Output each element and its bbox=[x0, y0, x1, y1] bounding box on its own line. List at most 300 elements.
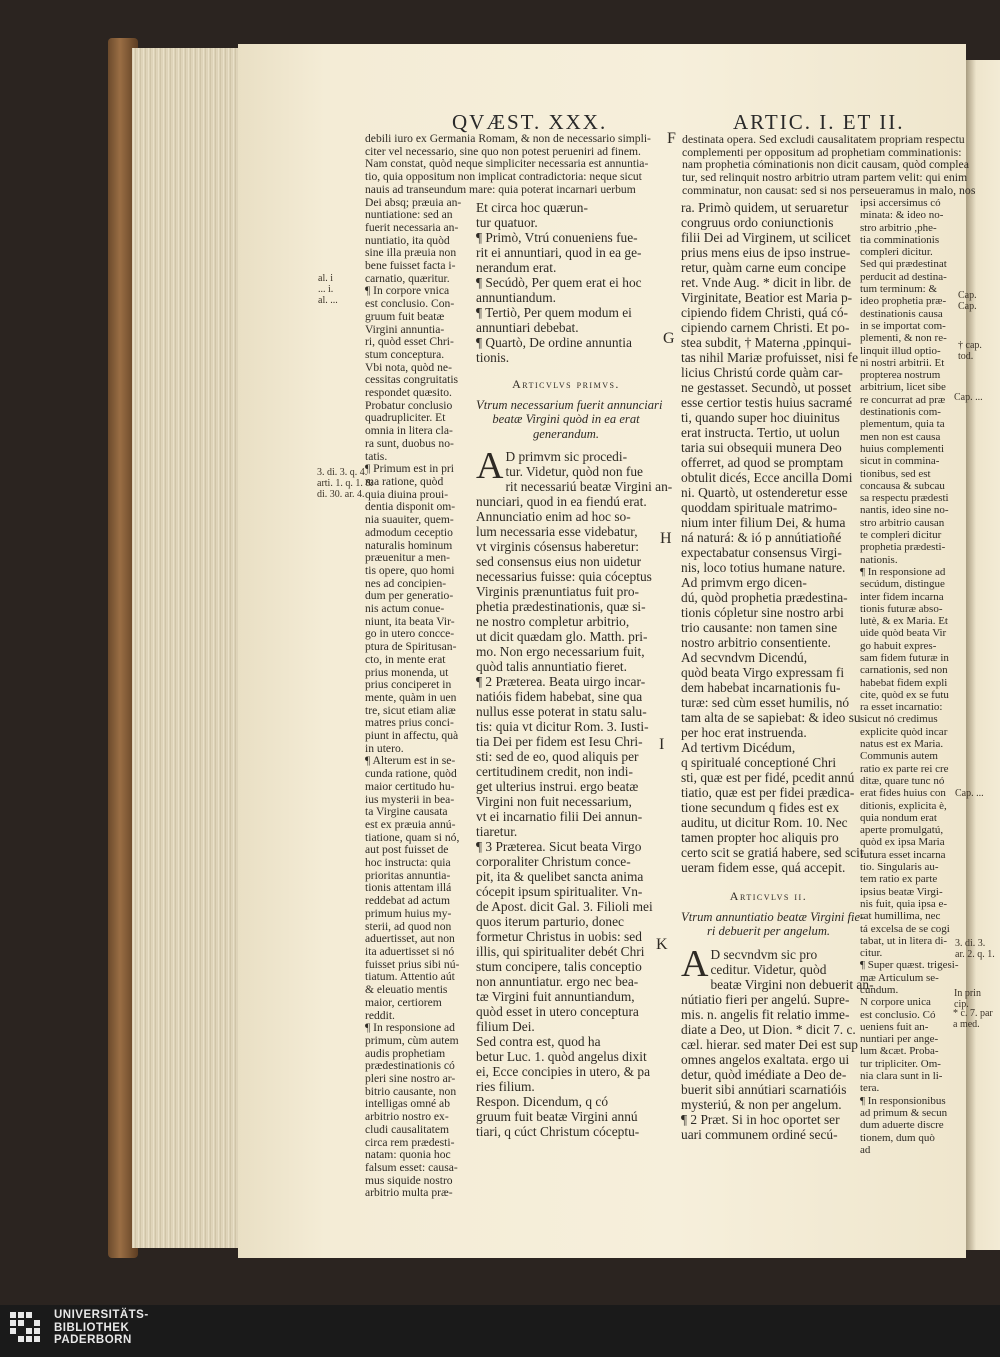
margin-note-line: ... i. bbox=[318, 284, 334, 295]
text-line: Et circa hoc quærun- bbox=[476, 200, 588, 215]
margin-note-line: tod. bbox=[958, 351, 974, 362]
commentary-line: arbitrium, licet sibe bbox=[860, 381, 946, 394]
article-question-line: beatæ Virgini quòd in ea erat bbox=[492, 412, 640, 427]
text-line: ceditur. Videtur, quòd bbox=[710, 961, 827, 977]
commentary-line: prioritas annuntia- bbox=[365, 868, 451, 882]
text-line: necessarius fuisse: quia cóceptus bbox=[476, 569, 652, 585]
commentary-line: ¶ Super quæst. trigesi- bbox=[860, 959, 959, 972]
commentary-line: futura esset incarna bbox=[860, 848, 946, 861]
text-line: annuntiandum. bbox=[476, 290, 556, 305]
margin-note-line: Cap. ... bbox=[955, 788, 984, 799]
commentary-line: reddebat ad actum bbox=[365, 894, 450, 908]
text-line: tionis cópletur sine nostro arbi bbox=[681, 605, 844, 620]
commentary-line: tatis. bbox=[365, 449, 388, 463]
text-line: cócepit ipsum spiritualiter. Vn- bbox=[476, 884, 643, 900]
text-line: corporaliter Christum conce- bbox=[476, 854, 631, 870]
text-line: tas nihil Mariæ profuisset, nisi fe bbox=[681, 350, 859, 365]
commentary-line: respondet quæsito. bbox=[365, 386, 452, 400]
text-line: beatæ Virgini non debuerit an- bbox=[710, 976, 874, 992]
commentary-line: ditionis, explicita è, bbox=[860, 799, 947, 812]
article-question-line: generandum. bbox=[532, 426, 600, 441]
text-line: sti, quæ est per fidé, pcedit annú bbox=[681, 770, 855, 785]
commentary-line: tur, sed relinquit nostro arbitrio utram partem velit: qui enim bbox=[682, 170, 968, 185]
commentary-line: arbitrio nostro ex- bbox=[365, 1110, 449, 1124]
commentary-line: quadrupliciter. Et bbox=[365, 411, 446, 425]
text-line: mis. n. angelis fit relatio imme- bbox=[681, 1006, 850, 1022]
commentary-line: nis actum conue- bbox=[365, 602, 445, 616]
commentary-line: stro arbitrio causan bbox=[860, 516, 945, 529]
commentary-line: ptura de Spiritusan- bbox=[365, 640, 457, 654]
commentary-line: plementum, quia ta bbox=[860, 418, 945, 431]
commentary-line: citur. bbox=[860, 947, 883, 960]
text-line: quos iterum parturio, donec bbox=[476, 914, 625, 930]
text-line: ne gestasset. Secundò, ut posset bbox=[681, 380, 852, 395]
commentary-line: piunt in affectu, quà bbox=[365, 729, 459, 743]
commentary-line: dum aduerte discre bbox=[860, 1119, 944, 1132]
commentary-line: perducit ad destina- bbox=[860, 270, 947, 283]
logo-line-1: UNIVERSITÄTS- bbox=[54, 1309, 149, 1321]
running-head-question: QVÆST. XXX. bbox=[452, 110, 608, 134]
text-line: ¶ Quartò, De ordine annuntia bbox=[476, 335, 632, 350]
commentary-line: audis prophetiam bbox=[365, 1046, 446, 1060]
commentary-line: secúdum, distingue bbox=[860, 578, 945, 591]
text-line: ne nostro completur arbitrio, bbox=[476, 614, 630, 630]
text-line: ¶ Secúdò, Per quem erat ei hoc bbox=[476, 275, 642, 290]
commentary-line: Sed qui prædestinat bbox=[860, 258, 947, 271]
article-question-line: ri debuerit per angelum. bbox=[706, 924, 831, 939]
commentary-line: ta Virgine causata bbox=[365, 805, 448, 819]
text-line: dem habebat incarnationis fu- bbox=[681, 680, 841, 695]
commentary-line: prædestinationis có bbox=[365, 1059, 455, 1073]
commentary-line: aduertisset, aut non bbox=[365, 932, 455, 946]
commentary-line: ra sunt, duobus no- bbox=[365, 436, 454, 450]
commentary-line: tionis futuræ abso- bbox=[860, 602, 943, 615]
library-logo-text bbox=[54, 1309, 149, 1347]
article-question-line: Vtrum necessarium fuerit annunciari bbox=[476, 398, 663, 412]
text-line: dú, quòd prophetia prædestina- bbox=[681, 590, 848, 605]
commentary-line: tur tripliciter. Om- bbox=[860, 1057, 941, 1070]
text-line: lum necessaria esse videbatur, bbox=[476, 524, 638, 540]
text-line: D secvndvm sic pro bbox=[710, 946, 818, 962]
margin-note-right-1 bbox=[958, 290, 977, 312]
section-letter-h: H bbox=[660, 530, 672, 547]
commentary-line: quia diuina proui- bbox=[365, 487, 449, 501]
commentary-line: debili iuro ex Germania Romam, & non de necessario simpli- bbox=[365, 132, 651, 145]
facing-page-edge bbox=[966, 60, 1000, 1250]
text-line: annuntiari debebat. bbox=[476, 320, 579, 335]
commentary-line: primum, cùm autem bbox=[365, 1033, 459, 1047]
text-line: taria sui obsequii munera Deo bbox=[681, 440, 842, 455]
commentary-line: natam: quonia hoc bbox=[365, 1148, 451, 1162]
commentary-line: prius monenda, ut bbox=[365, 665, 449, 679]
text-line: tam alta de se sapiebat: & ideo su bbox=[681, 710, 861, 725]
commentary-line: prius conciperet in bbox=[365, 678, 452, 692]
commentary-line: rat humillima, nec bbox=[860, 910, 941, 923]
text-line: trio causante: non tamen sine bbox=[681, 620, 838, 635]
commentary-line: Communis autem bbox=[860, 750, 938, 763]
text-line: ti, quando super hoc diuinitus bbox=[681, 410, 840, 425]
commentary-line: primum huius my- bbox=[365, 906, 452, 920]
commentary-line: reddit. bbox=[365, 1008, 395, 1022]
commentary-line: nis fuit, quia ipsa e- bbox=[860, 897, 948, 910]
commentary-line: comminatur, non causat: sed si nos perseueramus in malo, nos bbox=[682, 182, 976, 197]
commentary-line: carnationis, sed non bbox=[860, 664, 948, 677]
commentary-line: nia clara sunt in li- bbox=[860, 1070, 943, 1083]
commentary-line: nia suauiter, quem- bbox=[365, 513, 454, 527]
commentary-line: tis opere, quo homi bbox=[365, 563, 455, 577]
text-line: ¶ Primò, Vtrú conueniens fue- bbox=[476, 230, 638, 245]
text-line: cipiendo fidem Christi, quá có- bbox=[681, 305, 848, 320]
section-letter-k: K bbox=[656, 936, 668, 953]
commentary-line: ipsi accersimus có bbox=[860, 197, 941, 209]
commentary-line: tionis attentam illá bbox=[365, 881, 452, 895]
commentary-line: tera. bbox=[860, 1082, 880, 1095]
text-line: Virginis prænuntiatus fuit pro- bbox=[476, 584, 639, 600]
commentary-line: niunt, ita beata Vir- bbox=[365, 614, 455, 628]
text-line: congruus ordo coniunctionis bbox=[681, 215, 834, 230]
article-heading: Articvlvs primvs. bbox=[512, 377, 620, 391]
commentary-line: ri, quòd esset Chri- bbox=[365, 335, 454, 349]
text-line: ¶ 3 Præterea. Sicut beata Virgo bbox=[476, 839, 642, 855]
text-line: pit, ita & quelibet sancta anima bbox=[476, 869, 644, 885]
text-line: tiatio, quæ est per fidei prædica- bbox=[681, 785, 855, 800]
text-line: ueram fidem esse, quá accepit. bbox=[681, 860, 846, 875]
text-line: nútiatio fieri per angelú. Supre- bbox=[681, 991, 850, 1007]
commentary-line: propterea nostrum bbox=[860, 369, 941, 382]
text-line: licius Christú corde quàm car- bbox=[681, 365, 843, 380]
commentary-line: ma ratione, quòd bbox=[365, 474, 444, 488]
commentary-line: admodum ceceptio bbox=[365, 525, 453, 539]
commentary-line: ¶ Primum est in pri bbox=[365, 462, 454, 476]
commentary-line: mæ Articulum se- bbox=[860, 971, 939, 984]
text-line: natióis fidem habebat, sine qua bbox=[476, 689, 643, 705]
text-line: uari communem ordiné secú- bbox=[681, 1126, 838, 1142]
margin-note-line: cip. bbox=[954, 999, 969, 1010]
commentary-line: destinata opera. Sed excludi causalitatem propriam respectu bbox=[682, 132, 965, 146]
commentary-line: fuisset prius sibi nú- bbox=[365, 957, 460, 971]
commentary-line: ius mysterii in bea- bbox=[365, 792, 455, 806]
commentary-line: ¶ In responsionibus bbox=[860, 1094, 946, 1107]
text-line: gruum fuit beatæ Virgini annú bbox=[476, 1109, 638, 1125]
text-line: rit ei annuntiari, quod in ea ge- bbox=[476, 245, 642, 260]
margin-note-line: 3. di. 3. bbox=[955, 938, 986, 949]
text-line: sti: sed de eo, quod aliquis per bbox=[476, 749, 639, 765]
drop-cap-wrapper bbox=[476, 445, 673, 1140]
commentary-line: falsum esset: causa- bbox=[365, 1160, 458, 1174]
commentary-line: maior, certiorem bbox=[365, 995, 442, 1009]
margin-note-line: al. ... bbox=[318, 295, 338, 306]
text-line: tiari, q cúct Christum cóceptu- bbox=[476, 1124, 640, 1140]
commentary-line: cite, quòd ex se futu bbox=[860, 688, 949, 701]
commentary-line: nationis. bbox=[860, 553, 898, 566]
commentary-line: tionem, dum quò bbox=[860, 1131, 935, 1144]
commentary-line: nuntiatione: sed an bbox=[365, 208, 453, 222]
commentary-line: destinationis causa bbox=[860, 307, 943, 320]
text-line: get ulterius instrui. ergo beatæ bbox=[476, 779, 639, 795]
commentary-line: maior certitudo hu- bbox=[365, 779, 455, 793]
commentary-line: habebat fidem expli bbox=[860, 676, 948, 689]
commentary-line: aperte promulgatú, bbox=[860, 824, 944, 837]
commentary-line: N corpore unica bbox=[860, 996, 931, 1009]
commentary-line: natus est ex Maria. bbox=[860, 738, 944, 751]
commentary-line: mus siquide nostro bbox=[365, 1173, 453, 1187]
commentary-line: complementi per oppositum ad prophetiam comminationis: bbox=[682, 144, 962, 159]
margin-note-left-1 bbox=[318, 273, 338, 306]
text-line: D primvm sic procedi- bbox=[505, 449, 628, 465]
commentary-line: tia comminationis bbox=[860, 233, 940, 246]
text-line: rit necessariú beatæ Virgini an- bbox=[505, 479, 673, 495]
text-line: nium inter filium Dei, & huma bbox=[681, 515, 846, 530]
commentary-line: explicite quòd incar bbox=[860, 725, 948, 738]
commentary-line: men non est causa bbox=[860, 430, 941, 443]
margin-note-line: di. 30. ar. 4. bbox=[317, 489, 365, 500]
text-line: betur Luc. 1. quòd angelus dixit bbox=[476, 1049, 647, 1065]
commentary-line: cto, in mente erat bbox=[365, 652, 446, 666]
text-line: nostro arbitrio consentiente. bbox=[681, 635, 831, 650]
commentary-line: erat fides huius con bbox=[860, 787, 946, 800]
commentary-line: stum conceptura. bbox=[365, 347, 445, 361]
text-line: obtulit dicés, Ecce ancilla Domi bbox=[681, 470, 853, 485]
commentary-line: nuntiari per ange- bbox=[860, 1033, 939, 1046]
text-line: Respon. Dicendum, q có bbox=[476, 1094, 609, 1110]
commentary-line: ¶ Alterum est in se- bbox=[365, 754, 456, 768]
text-line: illis, qui spiritualiter debét Chri bbox=[476, 944, 645, 960]
logo-line-3: PADERBORN bbox=[54, 1334, 132, 1346]
text-line: formetur Christus in uobis: sed bbox=[476, 929, 642, 945]
text-line: ¶ 2 Præterea. Beata uirgo incar- bbox=[476, 674, 646, 690]
commentary-line: dum per generatio- bbox=[365, 589, 454, 603]
text-line: ries filium. bbox=[476, 1079, 535, 1095]
commentary-line: tem ratio ex parte bbox=[860, 873, 938, 886]
commentary-line: nantis, ideo sine no- bbox=[860, 504, 949, 517]
text-line: prius mens eius de ipso instrue- bbox=[681, 245, 851, 260]
commentary-line: Nam constat, quòd neque simpliciter necessaria est annuntia- bbox=[365, 157, 649, 171]
commentary-line: ditæ, quare tunc nó bbox=[860, 774, 945, 787]
commentary-line: Virgini annuntia- bbox=[365, 322, 445, 336]
commentary-line: sicut in commina- bbox=[860, 455, 940, 468]
text-line: stea subdit, † Materna ,ppinqui- bbox=[681, 335, 852, 350]
commentary-line: prophetia prædesti- bbox=[860, 541, 946, 554]
text-line: Sed contra est, quod ha bbox=[476, 1034, 601, 1050]
text-line: auditu, ut dicitur Rom. 10. Nec bbox=[681, 815, 848, 830]
commentary-line: arbitrio multa præ- bbox=[365, 1186, 453, 1200]
text-line: Ad tertivm Dicédum, bbox=[681, 740, 796, 755]
commentary-line: bene fuisset facta i- bbox=[365, 259, 456, 273]
commentary-line: tabat, ut in litera di- bbox=[860, 934, 948, 947]
text-line: tur quatuor. bbox=[476, 215, 538, 230]
commentary-line: uide quòd beata Vir bbox=[860, 627, 947, 640]
commentary-line: cessitas congruitatis bbox=[365, 373, 459, 387]
commentary-line: ad bbox=[860, 1143, 871, 1156]
commentary-line: aut post fuisset de bbox=[365, 843, 449, 857]
article-question bbox=[476, 398, 663, 441]
commentary-line: lum &cæt. Proba- bbox=[860, 1045, 939, 1058]
text-line: ret. Vnde Aug. * dicit in libr. de bbox=[681, 275, 852, 290]
running-head-article: ARTIC. I. ET II. bbox=[733, 110, 905, 134]
commentary-line: bitrio causante, non bbox=[365, 1084, 457, 1098]
margin-note-left-2 bbox=[317, 467, 373, 500]
commentary-line: sine illa præuia non bbox=[365, 246, 457, 260]
text-line: Virgini non fuit necessarium, bbox=[476, 794, 632, 810]
text-line: stum concipere, talis conceptio bbox=[476, 959, 642, 975]
text-line: buerit sibi annútiari scarnatióis bbox=[681, 1081, 847, 1097]
commentary-line: est conclusio. Có bbox=[860, 1008, 936, 1021]
commentary-line: est conclusio. Con- bbox=[365, 297, 455, 311]
commentary-line: go habuit expres- bbox=[860, 639, 937, 652]
margin-note-right-3 bbox=[954, 392, 983, 403]
commentary-line: cundum. bbox=[860, 984, 899, 996]
article-question bbox=[681, 910, 865, 939]
text-line: certo scit se gratiá habere, sed scit bbox=[681, 845, 864, 860]
text-line: Virginitate, Beatior est Maria p- bbox=[681, 290, 853, 305]
commentary-line: ¶ In responsione ad bbox=[860, 565, 946, 578]
library-logo-icon bbox=[8, 1310, 46, 1350]
text-line: offerret, ad quod se promptam bbox=[681, 455, 844, 470]
margin-note-line: a med. bbox=[953, 1019, 980, 1030]
commentary-line: Vbi nota, quòd ne- bbox=[365, 360, 452, 374]
text-line: filii Dei ad Virginem, ut scilicet bbox=[681, 230, 851, 245]
margin-note-line: † cap. bbox=[958, 340, 982, 351]
text-line: phetia prædestinationis, quæ si- bbox=[476, 599, 646, 615]
text-line: vt ei incarnatio filii Dei annun- bbox=[476, 809, 643, 825]
text-line: sed consensus eius non uidetur bbox=[476, 554, 642, 570]
text-line: esse certior testis huius sacramé bbox=[681, 395, 853, 410]
commentary-line: cludi causalitatem bbox=[365, 1122, 450, 1136]
commentary-line: compleri dicitur. bbox=[860, 246, 933, 259]
text-line: tia Dei per fidem est Iesu Chri- bbox=[476, 734, 643, 750]
commentary-line: destinationis com- bbox=[860, 406, 941, 419]
text-line: tiaretur. bbox=[476, 824, 518, 840]
commentary-line: ni nostri arbitrii. Et bbox=[860, 356, 945, 369]
text-line: quòd beata Virgo expressam fi bbox=[681, 665, 845, 680]
article-question-line: Vtrum annuntiatio beatæ Virgini fie- bbox=[681, 910, 865, 924]
commentary-line: sicut nó credimus bbox=[860, 713, 938, 726]
commentary-line: est ex præuia annú- bbox=[365, 817, 456, 831]
commentary-line: plementi, & non re- bbox=[860, 332, 947, 345]
text-line: tione secundum q fides est ex bbox=[681, 800, 840, 815]
margin-note-right-7 bbox=[953, 1008, 993, 1030]
commentary-line: tre, sicut etiam aliæ bbox=[365, 703, 456, 717]
margin-note-line: ar. 2. q. 1. bbox=[955, 949, 995, 960]
margin-note-line: Cap. ... bbox=[954, 392, 983, 403]
commentary-line: in se importat com- bbox=[860, 319, 946, 332]
text-line: non annuntiatur. ergo nec bea- bbox=[476, 974, 639, 990]
margin-note-line: 3. di. 3. q. 4. bbox=[317, 467, 368, 478]
margin-note-right-2 bbox=[958, 340, 982, 362]
text-line: certitudinem credit, non indi- bbox=[476, 764, 633, 780]
text-line: expectabatur consensus Virgi- bbox=[681, 545, 842, 560]
text-line: nunciari, quod in ea fiendú erat. bbox=[476, 494, 647, 510]
text-line: mo. Non ergo necessarium fuit, bbox=[476, 644, 645, 660]
commentary-line: omnia in litera cla- bbox=[365, 424, 453, 438]
text-line: vt virginis cósensus haberetur: bbox=[476, 539, 640, 555]
commentary-line: naturalis hominum bbox=[365, 538, 453, 552]
text-line: erat instructa. Tertio, ut uolun bbox=[681, 425, 840, 440]
commentary-line: cunda ratione, quòd bbox=[365, 767, 457, 781]
margin-note-right-4 bbox=[955, 788, 984, 799]
logo-line-2: BIBLIOTHEK bbox=[54, 1321, 130, 1334]
text-line: cipiendo carnem Christi. Et po- bbox=[681, 320, 850, 335]
text-line: filium Dei. bbox=[476, 1019, 535, 1035]
commentary-line: tiatione, quam si nó, bbox=[365, 830, 460, 844]
text-line: cæl. hierar. sed mater Dei est sup bbox=[681, 1036, 859, 1052]
text-line: ná naturá: & ió p annútiatioñé bbox=[681, 530, 842, 545]
margin-note-line: * c. 7. par bbox=[953, 1008, 993, 1019]
commentary-line: tio, quia oppositum non implicat contradictoria: neque sicut bbox=[365, 170, 642, 184]
section-letter-g: G bbox=[663, 330, 675, 347]
commentary-line: huius complementi bbox=[860, 442, 945, 455]
text-line: tæ Virgini fuit annuntiandum, bbox=[476, 989, 635, 1005]
commentary-line: gruum fuit beatæ bbox=[365, 309, 445, 323]
text-line: ¶ Tertiò, Per quem modum ei bbox=[476, 305, 632, 320]
commentary-line: mente, quàm in uen bbox=[365, 690, 457, 704]
commentary-line: dentia disponit om- bbox=[365, 500, 456, 514]
text-line: tionis. bbox=[476, 350, 510, 365]
text-line: quòd talis annuntiatio fieret. bbox=[476, 659, 627, 675]
commentary-line: hoc instructa: quia bbox=[365, 856, 451, 870]
text-line: Ad primvm ergo dicen- bbox=[681, 575, 807, 590]
commentary-line: stro arbitrio ,phe- bbox=[860, 221, 937, 234]
section-letter-i: I bbox=[659, 736, 665, 753]
text-line: ni. Quartò, ut ostenderetur esse bbox=[681, 485, 848, 500]
commentary-line: ueniens fuit an- bbox=[860, 1020, 929, 1033]
text-line: tamen propter hoc aliquis pro bbox=[681, 830, 839, 845]
commentary-line: quia nondum erat bbox=[860, 811, 937, 824]
text-line: de Apost. dicit Gal. 3. Filioli mei bbox=[476, 899, 653, 915]
text-line: per hoc erat instruenda. bbox=[681, 725, 807, 740]
commentary-line: ratio ex parte rei cre bbox=[860, 762, 949, 775]
text-line: ei, Ecce concipies in utero, & pa bbox=[476, 1064, 651, 1080]
commentary-line: ra esset incarnatio: bbox=[860, 701, 943, 714]
article-heading: Articvlvs ii. bbox=[729, 889, 808, 903]
commentary-line: ipsius beatæ Virgi- bbox=[860, 885, 943, 898]
text-line: ra. Primò quidem, ut seruaretur bbox=[681, 200, 849, 215]
text-line: q spiritualé conceptioné Chri bbox=[681, 755, 837, 770]
commentary-line: pleri sine nostro ar- bbox=[365, 1072, 456, 1086]
text-line: omnes angelos exaltata. ergo ui bbox=[681, 1051, 850, 1067]
commentary-line: inter fidem incarna bbox=[860, 590, 944, 603]
commentary-line: intelligas omné ab bbox=[365, 1097, 451, 1111]
commentary-line: concausa & subcau bbox=[860, 479, 945, 492]
margin-note-line: Cap. bbox=[958, 301, 977, 312]
commentary-line: tionibus, sed est bbox=[860, 467, 931, 480]
commentary-line: Dei absq; præuia an- bbox=[365, 195, 462, 209]
commentary-line: in utero. bbox=[365, 741, 404, 755]
commentary-line: ¶ In corpore vnica bbox=[365, 284, 450, 298]
commentary-line: Probatur conclusio bbox=[365, 398, 453, 412]
commentary-column-right bbox=[860, 197, 964, 1156]
text-line: ¶ 2 Præt. Si in hoc oportet ser bbox=[681, 1111, 840, 1127]
commentary-line: sterii, ad quod non bbox=[365, 919, 452, 933]
commentary-line: sa respectu prædesti bbox=[860, 492, 949, 505]
commentary-line: lutè, & ex Maria. Et bbox=[860, 615, 948, 628]
commentary-line: linquit illud optio- bbox=[860, 344, 941, 357]
text-line: quoddam spirituale matrimo- bbox=[681, 500, 838, 515]
commentary-top-right bbox=[682, 133, 975, 197]
drop-cap: A bbox=[681, 942, 709, 985]
commentary-line: nauis ad transeundum mare: quia poterat incarnari uerbum bbox=[365, 182, 636, 196]
text-line: mysteriú, & non per angelum. bbox=[681, 1096, 842, 1112]
text-line: nis, loco totius humane nature. bbox=[681, 560, 846, 575]
margin-note-line: arti. 1. q. 1. & bbox=[317, 478, 374, 489]
page-edges bbox=[132, 48, 240, 1248]
commentary-line: ideo prophetia præ- bbox=[860, 295, 947, 308]
commentary-line: sam fidem futuræ in bbox=[860, 651, 949, 664]
margin-note-line: In prin bbox=[954, 988, 981, 999]
commentary-line: go in utero concce- bbox=[365, 627, 455, 641]
text-line: nerandum erat. bbox=[476, 260, 557, 275]
commentary-line: circa rem prædesti- bbox=[365, 1135, 455, 1149]
